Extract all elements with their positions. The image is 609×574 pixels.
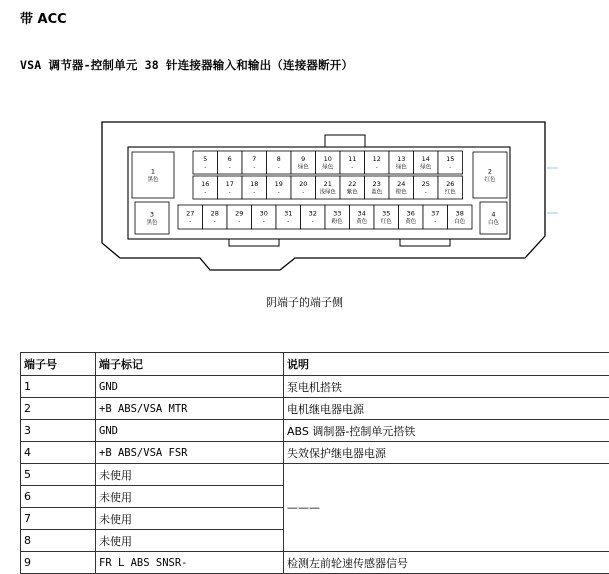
pin-mark: 未使用 xyxy=(96,508,284,530)
pin-number: 20 xyxy=(299,180,308,188)
connector-diagram xyxy=(100,118,560,276)
connector-title: VSA 调节器-控制单元 38 针连接器输入和输出（连接器断开） xyxy=(20,58,354,72)
pin-wire-color: 蓝色 xyxy=(371,189,383,196)
pin-number: 30 xyxy=(259,209,268,218)
pin-number: 17 xyxy=(225,180,234,188)
pin-mark: 未使用 xyxy=(96,530,284,552)
pin-number: 38 xyxy=(455,209,464,218)
pin-wire-color: 紫色 xyxy=(346,189,358,196)
header-pin-mark: 端子标记 xyxy=(96,353,284,376)
pin-table-header xyxy=(21,353,609,376)
pin-wire-color: - xyxy=(449,164,452,171)
pin-number: 34 xyxy=(357,209,366,218)
pin-number: 21 xyxy=(323,180,332,188)
pin-18 xyxy=(242,176,267,199)
pin-5 xyxy=(193,151,218,174)
pin-mark: 未使用 xyxy=(96,464,284,486)
pin-number: 24 xyxy=(397,180,406,188)
pin-number: 36 xyxy=(406,209,415,218)
pin-wire-color: - xyxy=(351,164,354,171)
pin-wire-color: - xyxy=(277,189,280,196)
pin-number: 1 xyxy=(150,167,156,176)
pin-number: 12 xyxy=(372,155,381,163)
table-row xyxy=(21,442,609,464)
pin-14 xyxy=(414,151,439,174)
pin-no: 6 xyxy=(21,486,96,508)
pin-12 xyxy=(365,151,390,174)
pin-number: 26 xyxy=(446,180,455,188)
pin-28 xyxy=(203,205,228,229)
pin-number: 37 xyxy=(431,209,440,218)
pin-16 xyxy=(193,176,218,199)
lock-tab-top xyxy=(325,135,365,147)
pin-wire-color: - xyxy=(302,189,305,196)
pin-no: 8 xyxy=(21,530,96,552)
pin-wire-color: 粉色 xyxy=(331,219,343,225)
diagram-caption: 阴端子的端子侧 xyxy=(266,296,343,309)
pin-3 xyxy=(135,202,169,234)
pin-number: 28 xyxy=(210,209,219,218)
pin-wire-color: - xyxy=(253,189,256,196)
pin-7 xyxy=(242,151,267,174)
pin-wire-color: 黄色 xyxy=(405,219,417,225)
pin-wire-color: - xyxy=(375,164,378,171)
pin-wire-color: 白色 xyxy=(454,219,466,225)
pin-wire-color: 绿色 xyxy=(297,164,309,171)
pin-mark: 未使用 xyxy=(96,486,284,508)
pin-wire-color: 黑色 xyxy=(147,177,159,183)
pin-number: 11 xyxy=(348,155,357,163)
pin-number: 9 xyxy=(301,155,306,163)
table-row xyxy=(21,464,609,486)
pin-no: 3 xyxy=(21,420,96,442)
pin-wire-color: - xyxy=(228,164,231,171)
pin-25 xyxy=(414,176,439,199)
pin-wire-color: - xyxy=(277,164,280,171)
pin-number: 18 xyxy=(250,180,259,188)
pin-wire-color: - xyxy=(204,164,207,171)
lock-tab-bottom-left xyxy=(229,239,279,246)
pin-number: 25 xyxy=(421,180,430,188)
pin-wire-color: 黄色 xyxy=(356,219,368,225)
pin-27 xyxy=(178,205,203,229)
pin-number: 32 xyxy=(308,209,317,218)
pin-37 xyxy=(423,205,448,229)
pin-32 xyxy=(301,205,326,229)
pin-wire-color: 绿色 xyxy=(395,164,407,171)
pin-wire-color: - xyxy=(213,219,216,225)
pin-number: 4 xyxy=(491,210,496,219)
pin-6 xyxy=(218,151,243,174)
pin-2 xyxy=(473,152,507,198)
pin-number: 19 xyxy=(274,180,283,188)
header-pin-no: 端子号 xyxy=(21,353,96,376)
pin-22 xyxy=(340,176,365,199)
pin-35 xyxy=(374,205,399,229)
pin-wire-color: - xyxy=(262,219,265,225)
pin-no: 9 xyxy=(21,552,96,574)
header-description: 说明 xyxy=(284,353,609,376)
pin-number: 31 xyxy=(284,209,293,218)
pin-wire-color: 绿色 xyxy=(322,164,334,171)
pin-wire-color: 黑色 xyxy=(146,220,158,226)
pin-wire-color: - xyxy=(204,189,207,196)
section-heading: 带 ACC xyxy=(20,12,67,27)
pin-mark: +B ABS/VSA MTR xyxy=(96,398,284,420)
pin-no: 2 xyxy=(21,398,96,420)
pin-no: 4 xyxy=(21,442,96,464)
pin-wire-color: 红色 xyxy=(380,219,392,225)
pin-no: 7 xyxy=(21,508,96,530)
pin-11 xyxy=(340,151,365,174)
pin-31 xyxy=(276,205,301,229)
pin-table xyxy=(20,352,609,574)
pin-19 xyxy=(267,176,292,199)
pin-desc: 失效保护继电器电源 xyxy=(284,442,609,464)
pin-number: 29 xyxy=(235,209,244,218)
pin-4 xyxy=(480,202,507,234)
pin-desc: ABS 调制器-控制单元搭铁 xyxy=(284,420,609,442)
pin-38 xyxy=(448,205,473,229)
pin-desc-unused: ——— xyxy=(284,464,609,552)
pin-13 xyxy=(389,151,414,174)
pin-30 xyxy=(252,205,277,229)
pin-26 xyxy=(438,176,463,199)
pin-number: 23 xyxy=(372,180,381,188)
pin-wire-color: - xyxy=(311,219,314,225)
table-row xyxy=(21,552,609,574)
pin-23 xyxy=(365,176,390,199)
pin-8 xyxy=(267,151,292,174)
pin-number: 5 xyxy=(203,155,208,163)
pin-number: 13 xyxy=(397,155,406,163)
pin-wire-color: 红色 xyxy=(444,189,456,196)
pin-wire-color: 绿色 xyxy=(420,164,432,171)
pin-number: 16 xyxy=(201,180,210,188)
pin-wire-color: - xyxy=(287,219,290,225)
pin-number: 35 xyxy=(382,209,391,218)
pin-desc: 电机继电器电源 xyxy=(284,398,609,420)
lock-tab-bottom-right xyxy=(400,239,450,246)
pin-33 xyxy=(325,205,350,229)
pin-20 xyxy=(291,176,316,199)
table-row xyxy=(21,420,609,442)
pin-number: 2 xyxy=(487,167,493,176)
pin-number: 10 xyxy=(323,155,332,163)
pin-1 xyxy=(132,152,174,198)
pin-mark: FR L ABS SNSR- xyxy=(96,552,284,574)
pin-34 xyxy=(350,205,375,229)
table-row xyxy=(21,398,609,420)
pin-mark: GND xyxy=(96,376,284,398)
pin-mark: +B ABS/VSA FSR xyxy=(96,442,284,464)
pin-wire-color: 浅绿色 xyxy=(319,189,337,196)
pin-no: 1 xyxy=(21,376,96,398)
pin-wire-color: - xyxy=(424,189,427,196)
pin-wire-color: 白色 xyxy=(487,220,500,226)
pin-wire-color: - xyxy=(228,189,231,196)
pin-number: 6 xyxy=(227,155,232,163)
pin-10 xyxy=(316,151,341,174)
pin-9 xyxy=(291,151,316,174)
pin-number: 33 xyxy=(333,209,342,218)
pin-number: 7 xyxy=(252,155,257,163)
pin-desc: 检测左前轮速传感器信号 xyxy=(284,552,609,574)
pin-number: 8 xyxy=(276,155,281,163)
pin-mark: GND xyxy=(96,420,284,442)
pin-desc: 泵电机搭铁 xyxy=(284,376,609,398)
pin-wire-color: 红色 xyxy=(484,177,496,183)
pin-36 xyxy=(399,205,424,229)
pin-no: 5 xyxy=(21,464,96,486)
pin-wire-color: - xyxy=(253,164,256,171)
pin-number: 15 xyxy=(446,155,455,163)
pin-15 xyxy=(438,151,463,174)
pin-number: 22 xyxy=(348,180,357,188)
pin-wire-color: 橙色 xyxy=(395,189,407,196)
pin-29 xyxy=(227,205,252,229)
pin-number: 14 xyxy=(421,155,430,163)
pin-wire-color: - xyxy=(189,219,192,225)
table-row xyxy=(21,376,609,398)
pin-24 xyxy=(389,176,414,199)
pin-21 xyxy=(316,176,341,199)
pin-wire-color: - xyxy=(434,219,437,225)
pin-number: 27 xyxy=(186,209,195,218)
pin-number: 3 xyxy=(149,210,155,219)
pin-17 xyxy=(218,176,243,199)
pin-wire-color: - xyxy=(238,219,241,225)
